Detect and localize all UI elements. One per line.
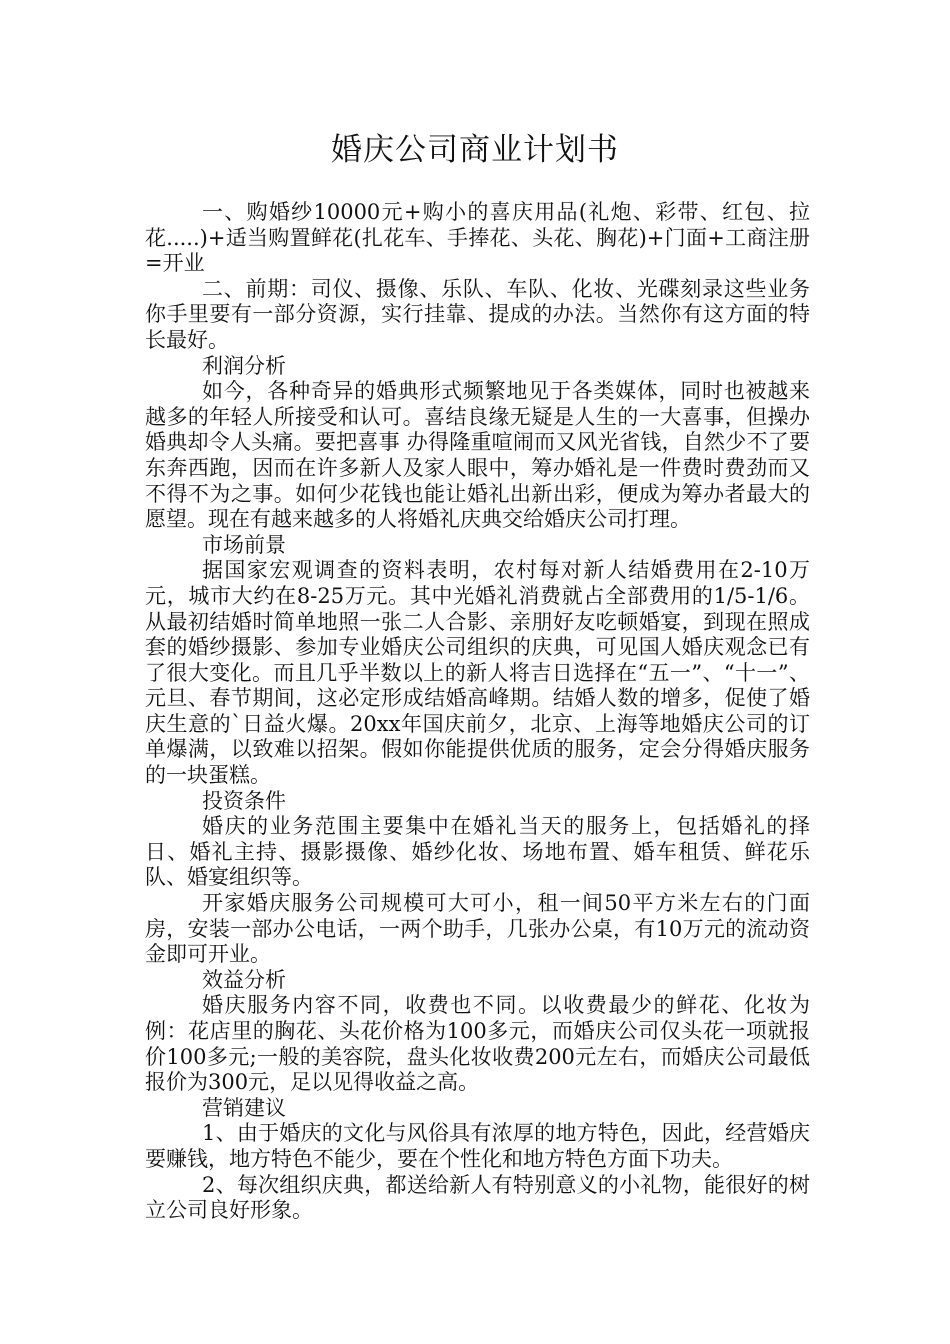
paragraph-business-scope: 婚庆的业务范围主要集中在婚礼当天的服务上，包括婚礼的择日、婚礼主持、摄影摄像、婚纱化妆、场地布置、婚车租赁、鲜花乐队、婚宴组织等。 [145, 814, 810, 890]
section-heading-marketing-advice: 营销建议 [202, 1095, 286, 1120]
paragraph-market-outlook: 据国家宏观调查的资料表明，农村每对新人结婚费用在2-10万元，城市大约在8-25万元。其中光婚礼消费就占全部费用的1/5-1/6。从最初结婚时简单地照一张二人合影、亲朋好友吃顿婚宴，到现在照成套的婚纱摄影、参加专业婚庆公司组织的庆典，可见国人婚庆观念已有了很大变化。而且几乎半数以上的新人将吉日选择在“五一”、“十一”、元旦、春节期间，这必定形成结婚高峰期。结婚人数的增多，促使了婚庆生意的`日益火爆。20xx年国庆前夕，北京、上海等地婚庆公司的订单爆满，以致难以招架。假如你能提供优质的服务，定会分得婚庆服务的一块蛋糕。 [145, 558, 810, 788]
paragraph-startup-costs: 一、购婚纱10000元+购小的喜庆用品(礼炮、彩带、红包、拉花.....)+适当购置鲜花(扎花车、手捧花、头花、胸花)+门面+工商注册=开业 [145, 200, 810, 276]
paragraph-early-stage: 二、前期：司仪、摄像、乐队、车队、化妆、光碟刻录这些业务你手里要有一部分资源，实行挂靠、提成的办法。当然你有这方面的特长最好。 [145, 276, 810, 352]
paragraph-benefit-analysis: 婚庆服务内容不同，收费也不同。以收费最少的鲜花、化妆为例：花店里的胸花、头花价格为100多元，而婚庆公司仅头花一项就报价100多元;一般的美容院，盘头化妆收费200元左右，而婚庆公司最低报价为300元，足以见得收益之高。 [145, 993, 810, 1095]
section-heading-investment-conditions: 投资条件 [202, 788, 286, 813]
document-title: 婚庆公司商业计划书 [331, 132, 619, 168]
section-heading-profit-analysis: 利润分析 [202, 353, 286, 378]
section-heading-benefit-analysis: 效益分析 [202, 967, 286, 992]
paragraph-company-setup: 开家婚庆服务公司规模可大可小，租一间50平方米左右的门面房，安装一部办公电话，一两个助手，几张办公桌，有10万元的流动资金即可开业。 [145, 891, 810, 967]
document-body [145, 200, 810, 1224]
section-heading-market-outlook: 市场前景 [202, 532, 286, 557]
paragraph-profit-analysis: 如今，各种奇异的婚典形式频繁地见于各类媒体，同时也被越来越多的年轻人所接受和认可。喜结良缘无疑是人生的一大喜事，但操办婚典却令人头痛。要把喜事 办得隆重喧闹而又风光省钱，自然少不了要东奔西跑，因而在许多新人及家人眼中，筹办婚礼是一件费时费劲而又不得不为之事。如何少花钱也能让婚礼出新出彩，便成为筹办者最大的愿望。现在有越来越多的人将婚礼庆典交给婚庆公司打理。 [145, 379, 810, 532]
paragraph-marketing-advice-2: 2、每次组织庆典，都送给新人有特别意义的小礼物，能很好的树立公司良好形象。 [145, 1172, 810, 1223]
paragraph-marketing-advice-1: 1、由于婚庆的文化与风俗具有浓厚的地方特色，因此，经营婚庆要赚钱，地方特色不能少，要在个性化和地方特色方面下功夫。 [145, 1121, 810, 1171]
